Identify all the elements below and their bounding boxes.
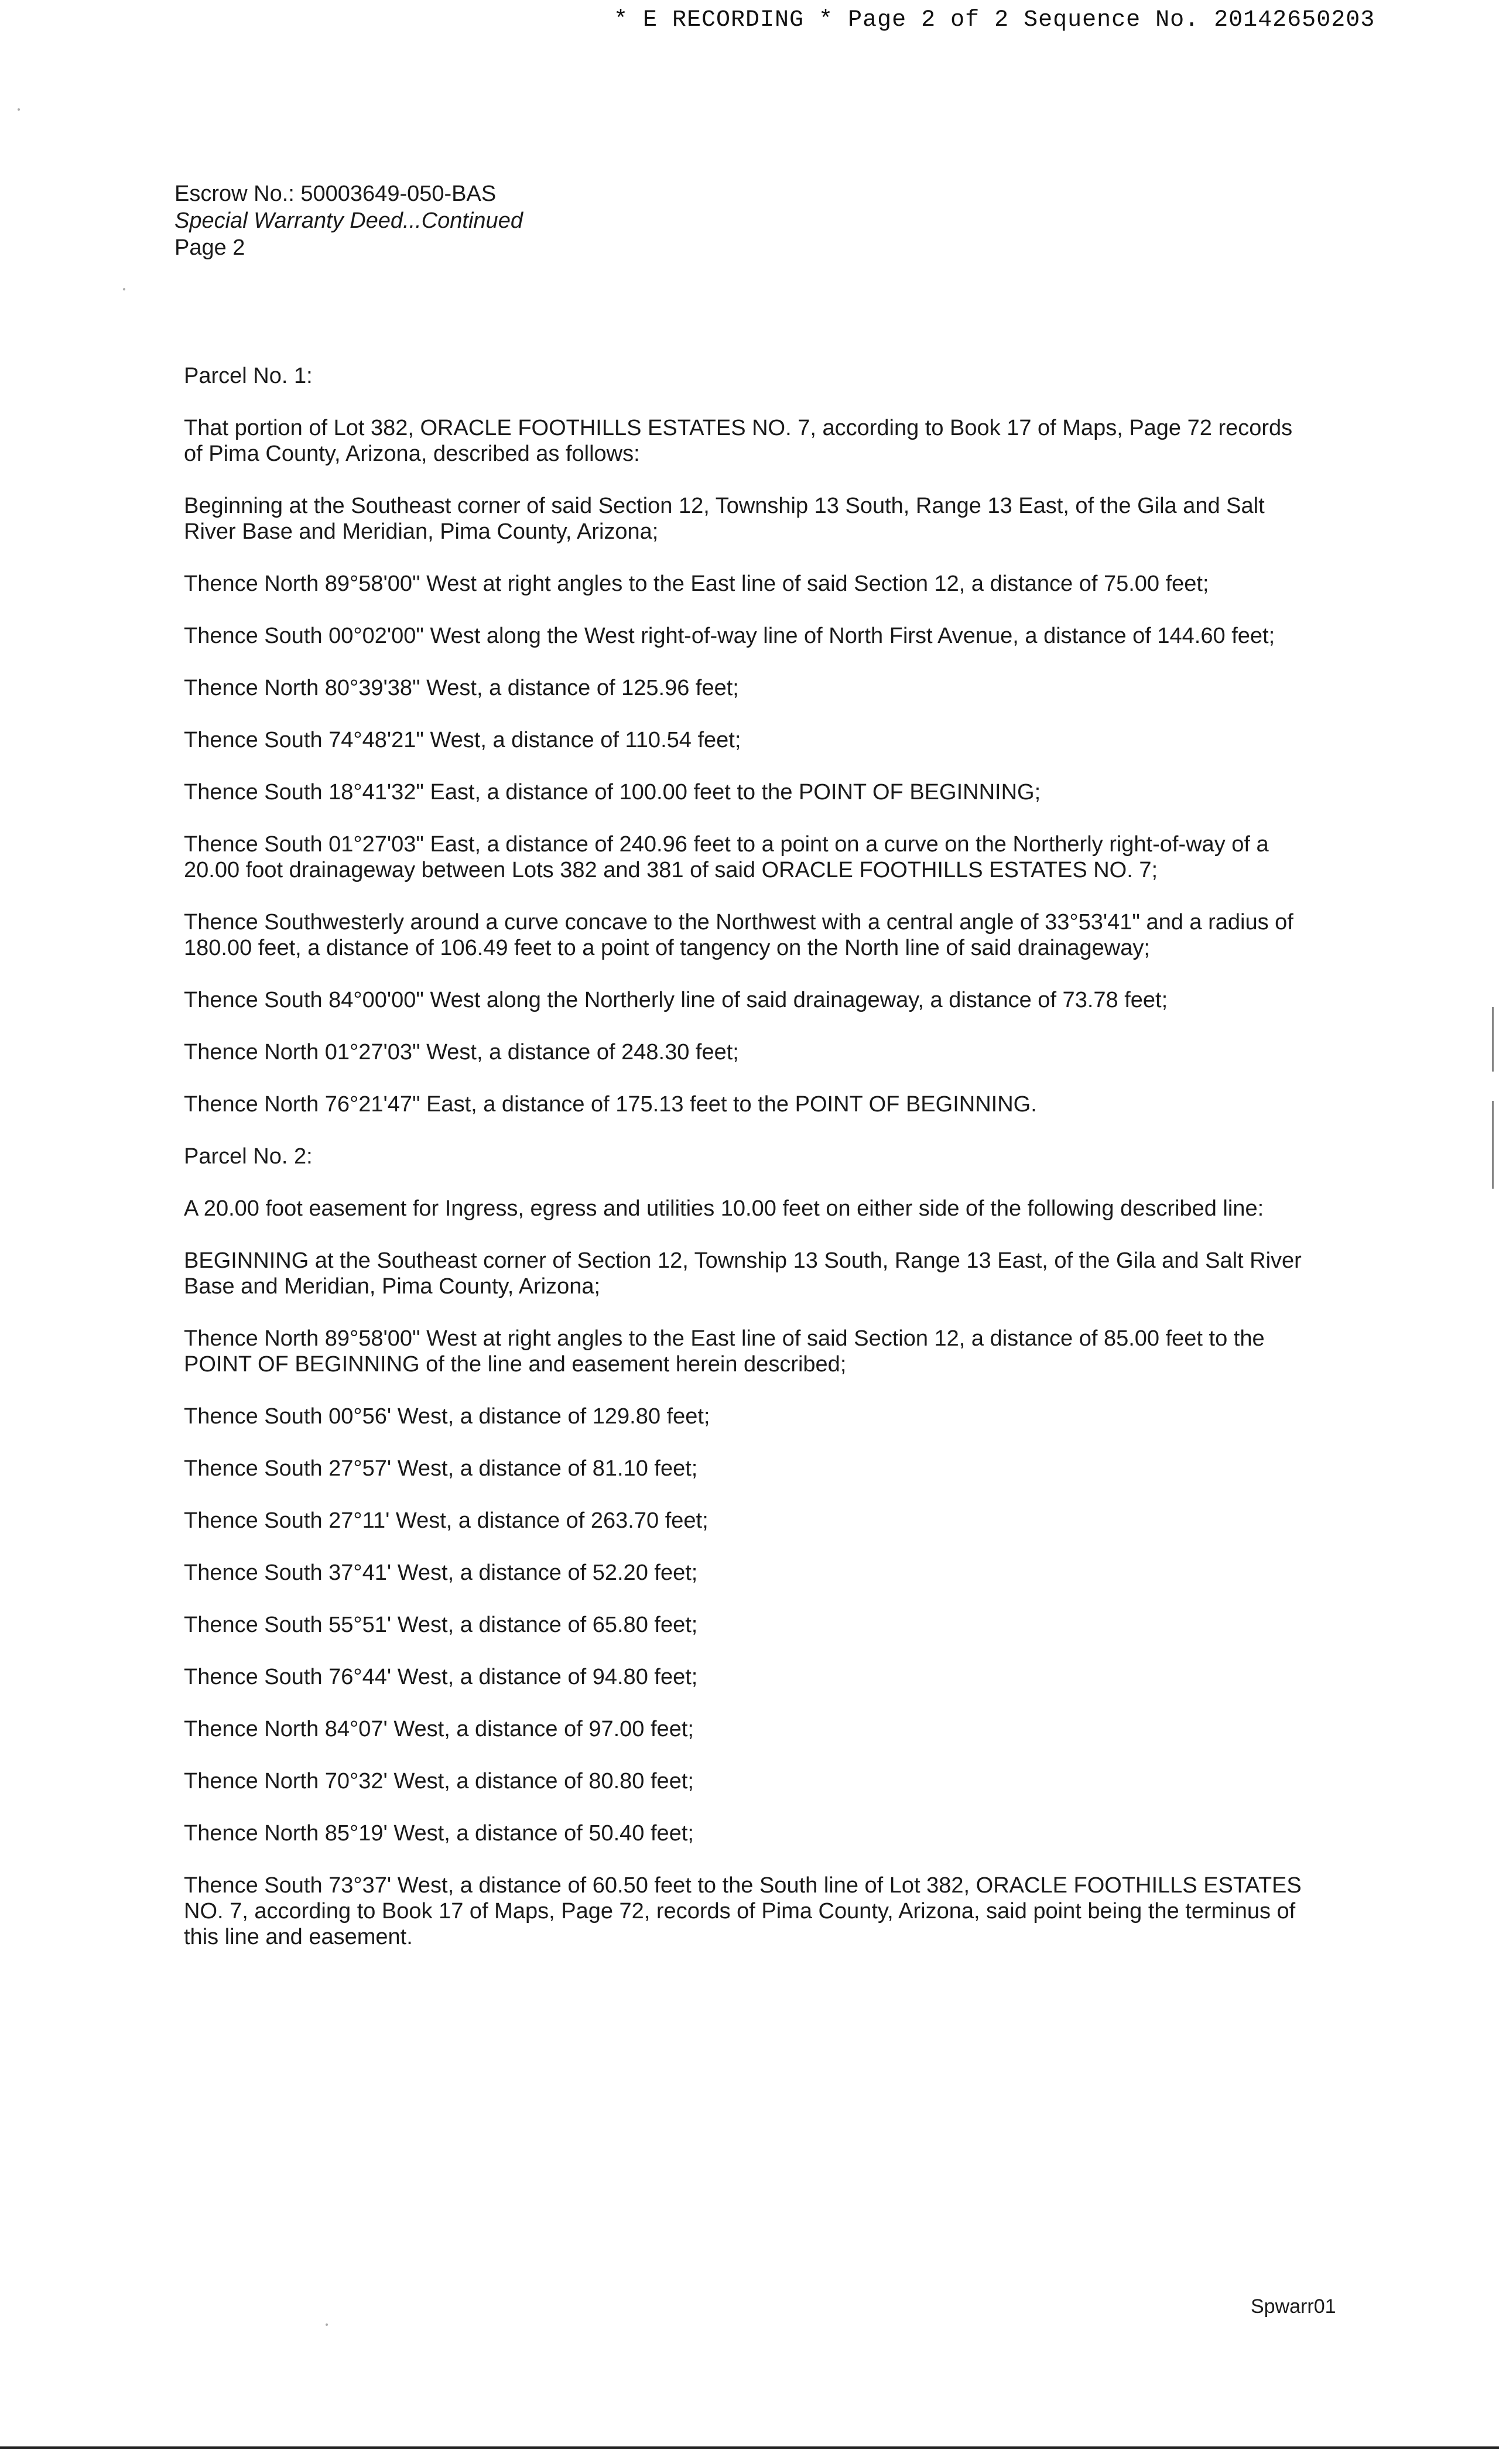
legal-description [184,363,1314,1976]
scan-margin-mark [1492,1101,1494,1189]
paragraph: Thence South 76°44' West, a distance of 94.80 feet; [184,1665,698,1689]
paragraph: Thence South 84°00'00" West along the Northerly line of said drainageway, a distance of 73.78 feet; [184,988,1168,1012]
paragraph: Thence South 74°48'21" West, a distance of 110.54 feet; [184,728,741,752]
bottom-rule [0,2446,1499,2449]
paragraph: Thence South 55°51' West, a distance of 65.80 feet; [184,1613,698,1637]
paragraph: BEGINNING at the Southeast corner of Section 12, Township 13 South, Range 13 East, of the Gila and Salt River Base and Meridian, Pima County, Arizona; [184,1248,1302,1299]
paragraph: Thence South 18°41'32" East, a distance of 100.00 feet to the POINT OF BEGINNING; [184,780,1041,805]
parcel-heading: Parcel No. 2: [184,1144,313,1169]
paragraph: Thence North 85°19' West, a distance of 50.40 feet; [184,1821,694,1846]
paragraph: Thence North 01°27'03" West, a distance of 248.30 feet; [184,1040,739,1065]
scan-speck [326,2323,328,2326]
paragraph: Thence North 89°58'00" West at right angles to the East line of said Section 12, a distance of 85.00 feet to the POINT OF BEGINNING of the line and easement herein described; [184,1326,1265,1377]
paragraph: Thence North 89°58'00" West at right angles to the East line of said Section 12, a distance of 75.00 feet; [184,571,1209,596]
escrow-number: Escrow No.: 50003649-050-BAS [174,182,497,206]
escrow-block [174,180,523,261]
scan-speck [18,108,20,111]
paragraph: Thence Southwesterly around a curve concave to the Northwest with a central angle of 33°53'41" and a radius of 180.00 feet, a distance of 106.49 feet to a point of tangency on the North line of said drainageway; [184,910,1293,960]
paragraph: Thence North 84°07' West, a distance of 97.00 feet; [184,1717,694,1741]
paragraph: Thence South 73°37' West, a distance of 60.50 feet to the South line of Lot 382, ORACLE FOOTHILLS ESTATES NO. 7, according to Book 17 of Maps, Page 72, records of Pima County, Arizona, said point being the terminus of this line and easement. [184,1873,1302,1949]
paragraph: Thence South 01°27'03" East, a distance of 240.96 feet to a point on a curve on the Northerly right-of-way of a 20.00 foot drainageway between Lots 382 and 381 of said ORACLE FOOTHILLS ESTATES NO. 7; [184,832,1269,882]
paragraph: Thence North 80°39'38" West, a distance of 125.96 feet; [184,676,739,700]
recording-header: * E RECORDING * Page 2 of 2 Sequence No. 20142650203 [614,7,1375,33]
paragraph: Thence South 00°56' West, a distance of 129.80 feet; [184,1404,710,1429]
paragraph: That portion of Lot 382, ORACLE FOOTHILLS ESTATES NO. 7, according to Book 17 of Maps, Page 72 records of Pima County, Arizona, described as follows: [184,416,1293,466]
paragraph: Beginning at the Southeast corner of said Section 12, Township 13 South, Range 13 East, of the Gila and Salt River Base and Meridian, Pima County, Arizona; [184,494,1265,544]
scan-speck [123,288,125,290]
paragraph: A 20.00 foot easement for Ingress, egress and utilities 10.00 feet on either side of the following described line: [184,1196,1264,1221]
parcel-heading: Parcel No. 1: [184,364,313,388]
paragraph: Thence North 76°21'47" East, a distance of 175.13 feet to the POINT OF BEGINNING. [184,1092,1037,1117]
scan-margin-mark [1492,1007,1494,1072]
document-title: Special Warranty Deed...Continued [174,208,523,233]
paragraph: Thence South 27°57' West, a distance of 81.10 feet; [184,1456,698,1481]
paragraph: Thence South 37°41' West, a distance of 52.20 feet; [184,1560,698,1585]
paragraph: Thence South 00°02'00" West along the West right-of-way line of North First Avenue, a distance of 144.60 feet; [184,624,1275,648]
form-code: Spwarr01 [1251,2295,1336,2318]
page-number: Page 2 [174,235,245,260]
paragraph: Thence South 27°11' West, a distance of 263.70 feet; [184,1508,709,1533]
paragraph: Thence North 70°32' West, a distance of 80.80 feet; [184,1769,694,1794]
